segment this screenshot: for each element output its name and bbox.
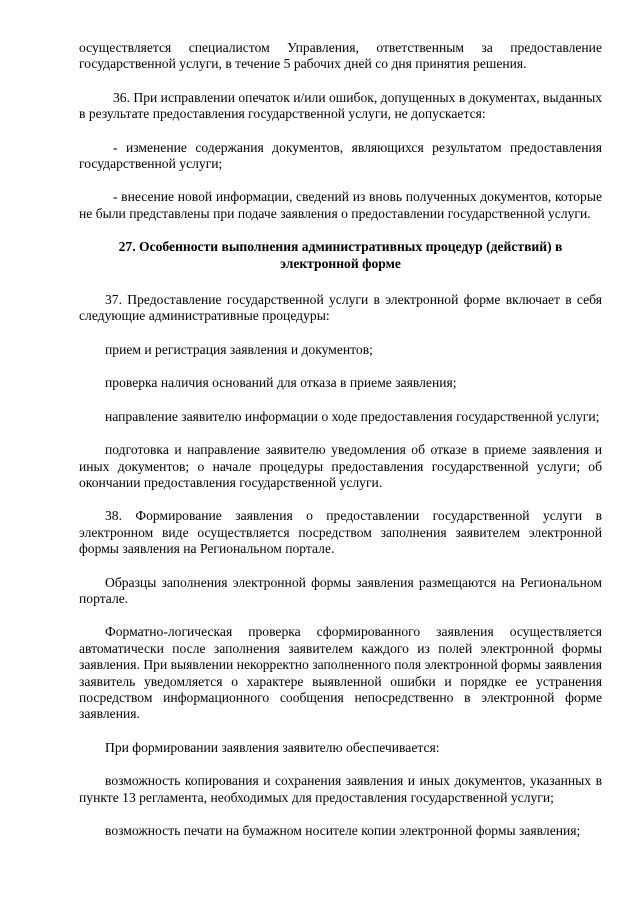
provided-item-1: возможность копирования и сохранения заявления и иных документов, указанных в пункте 13 регламента, необходимых для предоставления государственной услуги; xyxy=(79,773,602,805)
paragraph-36: 36. При исправлении опечаток и/или ошибок, допущенных в документах, выданных в результате предоставления государственной услуги, не допускается: xyxy=(79,89,603,122)
section-heading-27: 27. Особенности выполнения административных процедур (действий) в электронной форме xyxy=(118,239,563,271)
procedure-item-3: направление заявителю информации о ходе предоставления государственной услуги; xyxy=(105,408,600,424)
procedure-item-1: прием и регистрация заявления и документов; xyxy=(105,341,373,357)
list-item-dash-2: - внесение новой информации, сведений из вновь полученных документов, которые не были представлены при подаче заявления о предоставлении государственной услуги. xyxy=(79,189,602,221)
paragraph-continuation: осуществляется специалистом Управления, ответственным за предоставление государственной услуги, в течение 5 рабочих дней со дня принятия решения. xyxy=(79,40,602,72)
provided-item-2: возможность печати на бумажном носителе копии электронной формы заявления; xyxy=(105,823,581,838)
procedure-item-2: проверка наличия оснований для отказа в приеме заявления; xyxy=(105,375,457,391)
paragraph-samples: Образцы заполнения электронной формы заявления размещаются на Региональном портале. xyxy=(79,574,602,606)
paragraph-format-check: Форматно-логическая проверка сформированного заявления осуществляется автоматически после заполнения заявителем каждого из полей электронной формы заявления. При выявлении некорректно заполненного поля электронной формы заявления заявитель уведомляется о характере выявленной ошибки и порядке ее устранения посредством информационного сообщения непосредственно в электронной форме заявления. xyxy=(79,624,602,722)
paragraph-37: 37. Предоставление государственной услуги в электронной форме включает в себя следующие административные процедуры: xyxy=(79,292,602,324)
paragraph-38: 38. Формирование заявления о предоставлении государственной услуги в электронном виде осуществляется посредством заполнения заявителем электронной формы заявления на Региональном портале. xyxy=(79,508,602,557)
list-item-dash-1: - изменение содержания документов, являющихся результатом предоставления государственной услуги; xyxy=(79,139,602,172)
procedure-item-4: подготовка и направление заявителю уведомления об отказе в приеме заявления и иных документов; о начале процедуры предоставления государственной услуги; об окончании предоставления государственной услуги. xyxy=(79,442,602,490)
document-page xyxy=(79,40,602,856)
paragraph-provided: При формировании заявления заявителю обеспечивается: xyxy=(105,739,440,755)
